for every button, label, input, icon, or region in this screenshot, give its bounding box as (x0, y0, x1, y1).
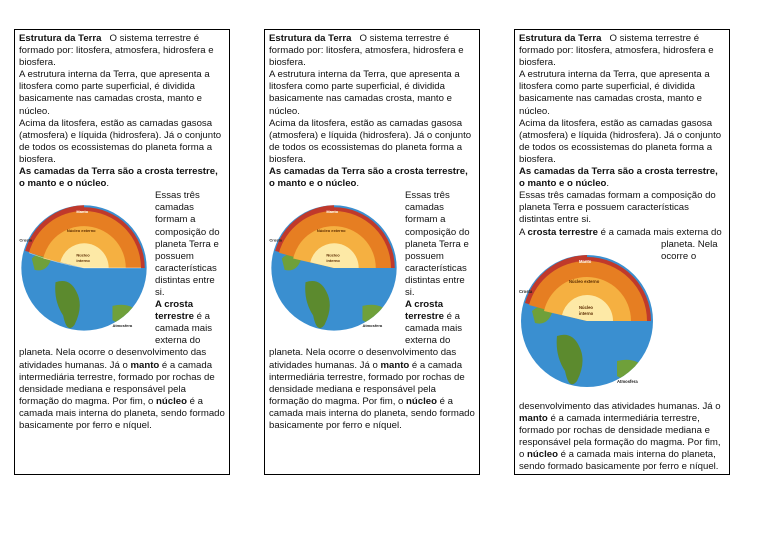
card-paragraph-spheres: Acima da litosfera, estão as camadas gasosa (atmosfera) e líquida (hidrosfera). Já o conjunto de todos os ecossistemas do planeta forma a biosfera. (269, 117, 472, 165)
earth-layers-illustration (267, 192, 401, 342)
card-paragraph-intro: Estrutura da Terra O sistema terrestre é formado por: litosfera, atmosfera, hidrosfera e biosfera. (19, 33, 214, 69)
earth-layers-illustration (517, 241, 657, 399)
card-paragraph-spheres: Acima da litosfera, estão as camadas gasosa (atmosfera) e líquida (hidrosfera). Já o conjunto de todos os ecossistemas do planeta forma a biosfera. (19, 117, 222, 165)
earth-layers-svg (17, 192, 151, 342)
worksheet-card-2 (264, 29, 480, 475)
earth-layers-illustration (17, 192, 151, 342)
worksheet-card-1 (14, 29, 230, 475)
earth-layers-svg (267, 192, 401, 342)
label-nucleo-interno-2: interno (326, 258, 340, 264)
card-paragraph-structure: A estrutura interna da Terra, que apresenta a litosfera como parte superficial, é dividida basicamente nas camadas crosta, manto e núcleo. (19, 69, 210, 117)
card-paragraph-structure: A estrutura interna da Terra, que apresenta a litosfera como parte superficial, é dividida basicamente nas camadas crosta, manto e núcleo. (269, 69, 460, 117)
label-crosta: Crosta (269, 237, 283, 243)
card-paragraph-crosta: planeta. Nela ocorre o desenvolvimento das atividades humanas. Já o manto é a camada intermediária terrestre, formado por rochas de densidade mediana e responsável pela formação do magma. Por fim, o núcleo é a camada mais interna do planeta, sendo formado basicamente por ferro e níquel. (519, 238, 721, 473)
label-nucleo-interno-1: Núcleo (326, 252, 340, 258)
crosta-continued: planeta. Nela ocorre o desenvolvimento das atividades humanas. Já o (519, 238, 721, 412)
card-paragraph-intro: Estrutura da Terra O sistema terrestre é formado por: litosfera, atmosfera, hidrosfera e biosfera. (269, 33, 464, 69)
label-atmosfera: Atmosfera (617, 378, 638, 384)
label-crosta: Crosta (519, 288, 533, 294)
label-manto: Manto (579, 258, 592, 264)
card-title: Estrutura da Terra (19, 33, 102, 44)
label-atmosfera: Atmosfera (362, 323, 383, 329)
crosta-first-words: é a camada mais externa do (600, 226, 722, 238)
card-paragraph-crosta-intro: A crosta terrestre é a camada mais externa do (519, 226, 722, 238)
label-manto: Manto (76, 209, 89, 215)
card-paragraph-crosta: A crosta terrestre é a camada mais externa do planeta. Nela ocorre o desenvolvimento das atividades humanas. Já o manto é a camada intermediária terrestre, formado por rochas de densidade mediana e responsável pela formação do magma. Por fim, o núcleo é a camada mais interna do planeta, sendo formado basicamente por ferro e níquel. (19, 299, 225, 431)
label-nucleo-externo: Núcleo externo (316, 228, 346, 234)
card-paragraph-layers: Essas três camadas formam a composição do planeta Terra e possuem características distintas entre si. (155, 190, 220, 298)
card-heading: As camadas da Terra são a crosta terrestre, o manto e o núcleo. (19, 166, 218, 190)
card-paragraph-intro: Estrutura da Terra O sistema terrestre é formado por: litosfera, atmosfera, hidrosfera e biosfera. (519, 33, 714, 69)
card-title: Estrutura da Terra (269, 33, 352, 44)
label-nucleo-interno-1: Núcleo (579, 304, 593, 310)
card-heading: As camadas da Terra são a crosta terrestre, o manto e o núcleo. (519, 166, 718, 190)
label-manto: Manto (326, 209, 339, 215)
label-nucleo-externo: Núcleo externo (66, 228, 96, 234)
card-paragraph-layers: Essas três camadas formam a composição do planeta Terra e possuem características distintas entre si. (519, 190, 716, 226)
card-title: Estrutura da Terra (519, 33, 602, 44)
card-paragraph-structure: A estrutura interna da Terra, que apresenta a litosfera como parte superficial, é dividida basicamente nas camadas crosta, manto e núcleo. (519, 69, 710, 117)
label-nucleo-interno-2: interno (76, 258, 90, 264)
card-paragraph-crosta: A crosta terrestre é a camada mais externa do planeta. Nela ocorre o desenvolvimento das atividades humanas. Já o manto é a camada intermediária terrestre, formado por rochas de densidade mediana e responsável pela formação do magma. Por fim, o núcleo é a camada mais interna do planeta, sendo formado basicamente por ferro e níquel. (269, 299, 475, 431)
card-heading: As camadas da Terra são a crosta terrestre, o manto e o núcleo. (269, 166, 468, 190)
label-nucleo-interno-2: interno (579, 310, 594, 316)
earth-layers-svg (517, 241, 657, 399)
label-atmosfera: Atmosfera (112, 323, 133, 329)
label-nucleo-interno-1: Núcleo (76, 252, 90, 258)
label-nucleo-externo: Núcleo externo (569, 278, 600, 284)
card-paragraph-layers: Essas três camadas formam a composição do planeta Terra e possuem características distintas entre si. (405, 190, 470, 298)
worksheet-card-3 (514, 29, 730, 475)
card-paragraph-spheres: Acima da litosfera, estão as camadas gasosa (atmosfera) e líquida (hidrosfera). Já o conjunto de todos os ecossistemas do planeta forma a biosfera. (519, 117, 722, 165)
label-crosta: Crosta (19, 237, 33, 243)
